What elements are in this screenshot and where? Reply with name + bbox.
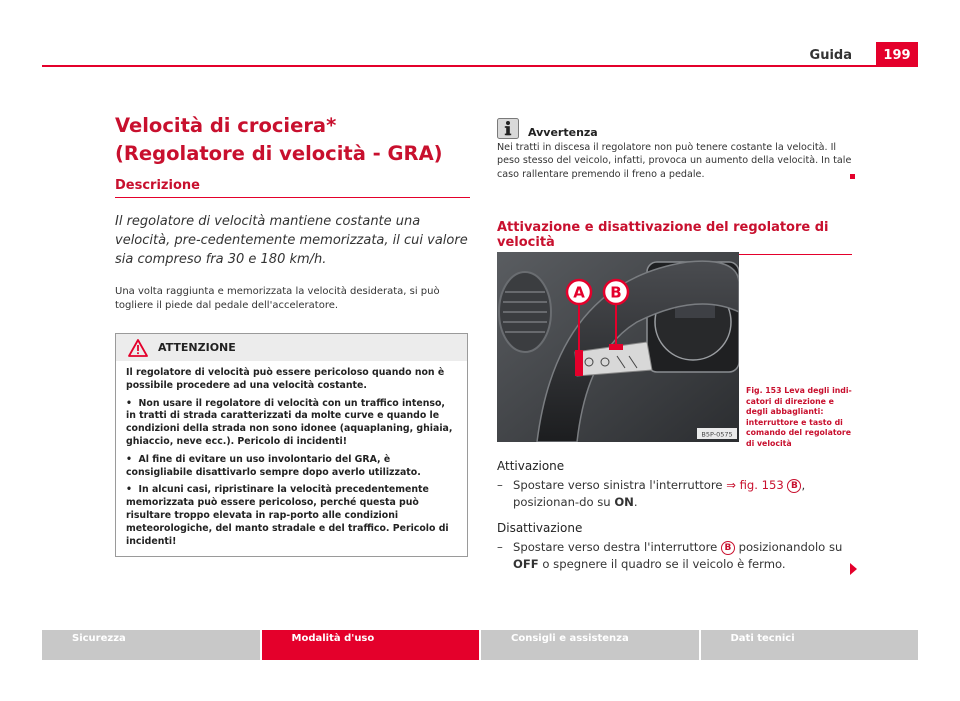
warning-bullet [126,484,457,548]
intro-paragraph: Il regolatore di velocità mantiene costante una velocità, pre-cedentemente memorizzata, il cui valore sia compreso fra 30 e 180 km/h. [115,214,468,267]
bullet-dot: • [126,484,139,496]
figure-steering-lever [497,252,739,442]
footer-tabs [42,630,918,660]
bullet-dot: • [126,397,139,409]
figure-label-b: B [610,283,622,302]
running-header-section: Guida [809,48,852,63]
page-number: 199 [876,42,918,67]
warning-bullet [126,398,457,449]
step-dash: – [497,478,503,492]
note-block [497,118,852,181]
section-end-marker [850,174,855,179]
figure-caption: Fig. 153 Leva degli indi-catori di direzione e degli abbaglianti: interruttore e tasto di comando del regolatore di velocità [746,386,852,448]
tab-modalita-uso[interactable]: Modalità d'uso [262,630,480,660]
warning-header [116,334,467,361]
warning-bullet-text: Non usare il regolatore di velocità con un traffico intenso, in tratti di strada caratterizzati da molte curve e quando le condizioni della strada non sono idonee (aquaplaning, ghiaia, ghiaccio, neve ecc.). Pericolo di incidenti! [126,397,453,447]
step-dash: – [497,540,503,554]
warning-box [115,333,468,557]
activation-label: Attivazione [497,459,565,473]
page-title: Velocità di crociera* (Regolatore di velocità - GRA) [115,114,443,165]
section-heading-description: Descrizione [115,178,470,198]
left-column [115,112,470,557]
figure-code: B5P-0575 [701,430,733,439]
note-title: Avvertenza [528,126,598,139]
figure-illustration [497,252,739,442]
warning-bullet-text: In alcuni casi, ripristinare la velocità precedentemente memorizzata può essere pericoloso, perché questa può risultare troppo elevata in rap-porto alle condizioni meteorologiche, del manto stradale e del traffico. Pericolo di incidenti! [126,484,449,547]
deactivation-label: Disattivazione [497,521,583,535]
warning-bullet [126,454,457,480]
warning-body [116,361,467,556]
continue-arrow-icon [850,563,857,575]
key-b-badge: B [721,541,735,555]
deactivation-text: Spostare verso destra l'interruttore B posizionandolo su OFF o spegnere il quadro se il veicolo è fermo. [513,540,843,571]
tab-dati-tecnici[interactable]: Dati tecnici [701,630,919,660]
tab-consigli-assistenza[interactable]: Consigli e assistenza [481,630,699,660]
activation-text: Spostare verso sinistra l'interruttore ⇒ fig. 153 B , posizionan-do su ON. [513,478,806,509]
warning-triangle-icon [128,339,148,357]
body-paragraph: Una volta raggiunta e memorizzata la velocità desiderata, si può togliere il piede dal pedale dell'acceleratore. [115,286,440,311]
key-b-badge: B [787,479,801,493]
bullet-dot: • [126,453,139,465]
note-header [497,118,852,139]
tab-sicurezza[interactable]: Sicurezza [42,630,260,660]
note-text: Nei tratti in discesa il regolatore non può tenere costante la velocità. Il peso stesso del veicolo, infatti, provoca un aumento della velocità. In tale caso rallentare premendo il freno a pedale. [497,142,852,180]
section-heading-activation: Attivazione e disattivazione del regolatore di velocità [497,220,852,255]
warning-lead: Il regolatore di velocità può essere pericoloso quando non è possibile procedere ad una velocità costante. [126,367,445,391]
info-note-icon [497,118,519,139]
figure-reference-link[interactable]: ⇒ fig. 153 [726,478,784,492]
activation-step [497,477,857,511]
header-rule [42,65,918,67]
figure-label-a: A [573,283,585,302]
deactivation-step [497,539,857,573]
warning-title: ATTENZIONE [158,341,236,354]
warning-bullet-text: Al fine di evitare un uso involontario del GRA, è consigliabile disattivarlo sempre dopo averlo utilizzato. [126,453,421,478]
